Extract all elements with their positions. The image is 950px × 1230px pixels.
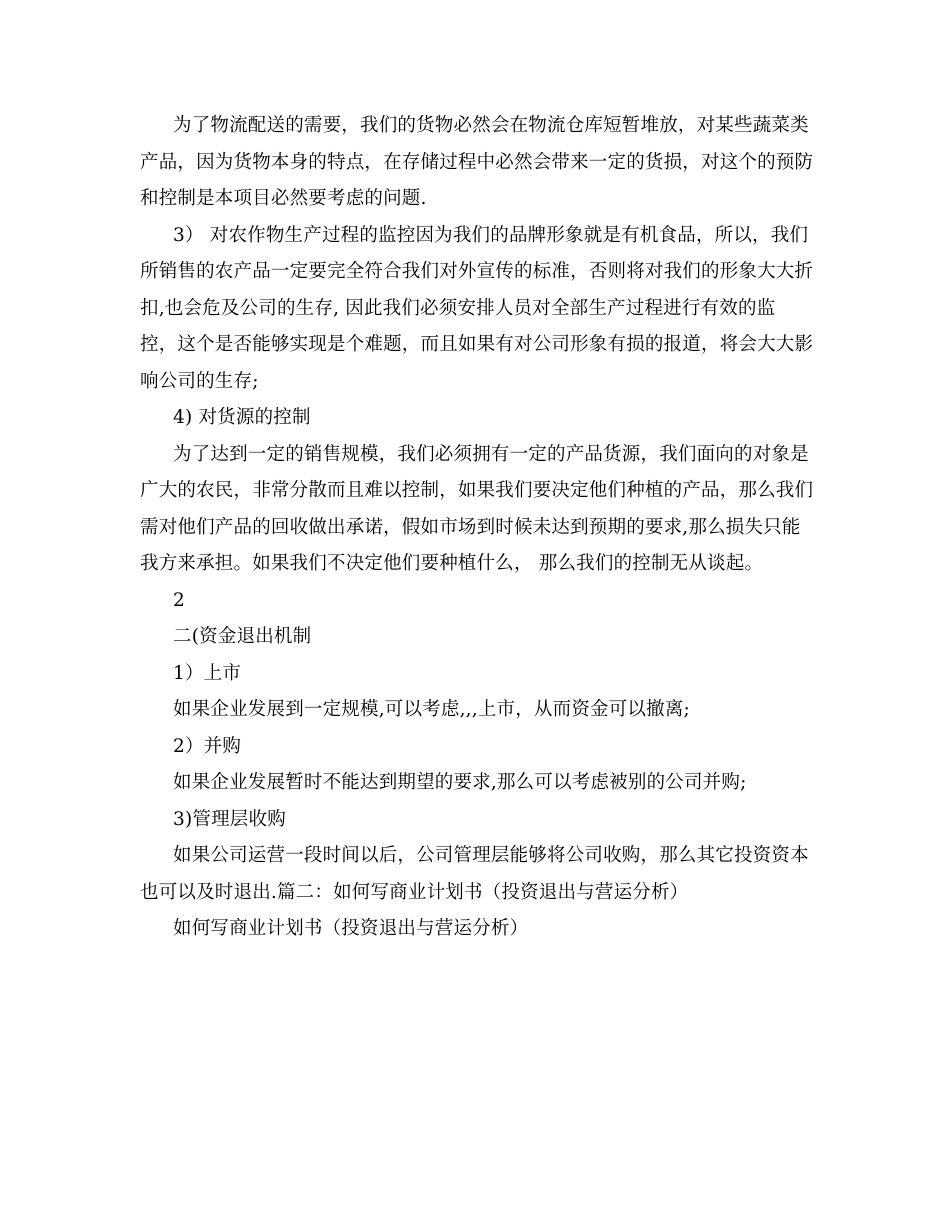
paragraph-line: 和控制是本项目必然要考虑的问题. bbox=[140, 188, 427, 209]
section-heading: 4) 对货源的控制 bbox=[173, 407, 311, 428]
paragraph-line: 我方来承担。如果我们不决定他们要种植什么， 那么我们的控制无从谈起。 bbox=[140, 553, 764, 574]
paragraph-line: 扣,也会危及公司的生存, 因此我们必须安排人员对全部生产过程进行有效的监 bbox=[140, 297, 776, 319]
section-heading: 2）并购 bbox=[173, 735, 242, 757]
paragraph-line: 为了达到一定的销售规模，我们必须拥有一定的产品货源，我们面向的对象是 bbox=[173, 443, 809, 465]
paragraph-line: 如果公司运营一段时间以后，公司管理层能够将公司收购，那么其它投资资本 bbox=[173, 845, 809, 866]
document-body bbox=[140, 108, 820, 948]
section-heading: 二(资金退出机制 bbox=[173, 626, 312, 647]
page-number: 2 bbox=[173, 589, 185, 611]
paragraph-line: 3） 对农作物生产过程的监控因为我们的品牌形象就是有机食品，所以，我们 bbox=[173, 224, 809, 246]
paragraph-line: 如果企业发展到一定规模,可以考虑,,,上市，从而资金可以撤离; bbox=[173, 699, 690, 720]
paragraph-line: 如果企业发展暂时不能达到期望的要求,那么可以考虑被别的公司并购; bbox=[173, 772, 747, 793]
paragraph-line: 广大的农民，非常分散而且难以控制，如果我们要决定他们种植的产品，那么我们 bbox=[140, 480, 814, 501]
paragraph-line: 为了物流配送的需要，我们的货物必然会在物流仓库短暂堆放，对某些蔬菜类 bbox=[173, 115, 809, 136]
paragraph-line: 产品，因为货物本身的特点，在存储过程中必然会带来一定的货损，对这个的预防 bbox=[140, 151, 814, 173]
section-heading: 3)管理层收购 bbox=[173, 808, 286, 830]
paragraph-line: 响公司的生存; bbox=[140, 370, 259, 392]
section-heading: 1）上市 bbox=[173, 662, 242, 684]
paragraph-line: 控，这个是否能够实现是个难题，而且如果有对公司形象有损的报道，将会大大影 bbox=[140, 334, 814, 355]
document-title: 如何写商业计划书（投资退出与营运分析） bbox=[173, 918, 529, 939]
paragraph-line: 也可以及时退出.篇二：如何写商业计划书（投资退出与营运分析） bbox=[140, 881, 689, 903]
paragraph-line: 需对他们产品的回收做出承诺，假如市场到时候未达到预期的要求,那么损失只能 bbox=[140, 516, 801, 538]
paragraph-line: 所销售的农产品一定要完全符合我们对外宣传的标准，否则将对我们的形象大大折 bbox=[140, 261, 814, 282]
